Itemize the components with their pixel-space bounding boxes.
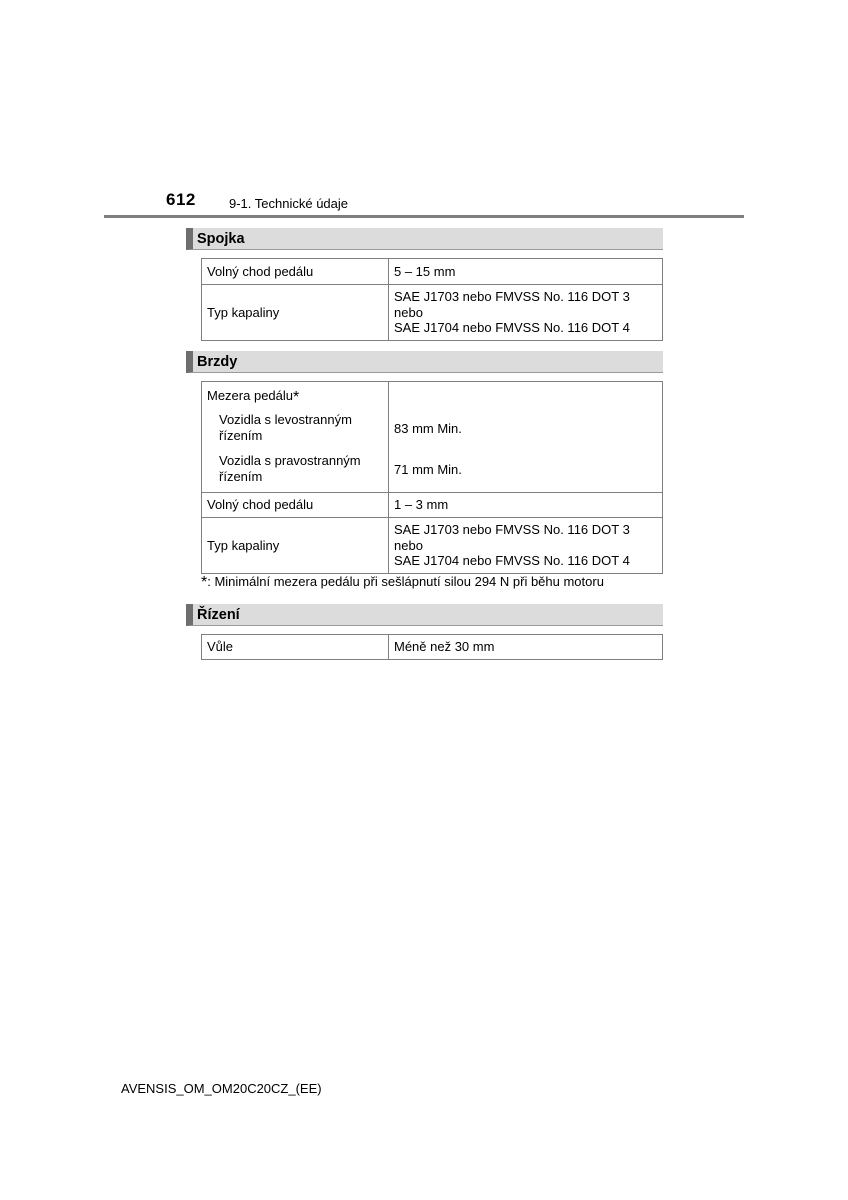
section-title-brakes: Brzdy (186, 351, 663, 373)
row-label: Volný chod pedálu (202, 259, 389, 285)
table-row (202, 285, 663, 341)
lhd-value: 83 mm Min. (394, 421, 462, 436)
footnote-text: : Minimální mezera pedálu při sešlápnutí silou 294 N při běhu motoru (207, 574, 604, 589)
table-row (202, 259, 663, 285)
spacer (394, 384, 657, 406)
brakes-footnote (201, 574, 604, 592)
clutch-spec-table (201, 258, 663, 341)
value-line: SAE J1703 nebo FMVSS No. 116 DOT 3 (394, 522, 630, 538)
value-line: SAE J1704 nebo FMVSS No. 116 DOT 4 (394, 320, 630, 336)
section-title-steering: Řízení (186, 604, 663, 626)
value-line: nebo (394, 304, 423, 320)
pedal-gap-cell (202, 382, 389, 493)
label-line: Vozidla s pravostranným (219, 453, 361, 468)
row-label: Vůle (202, 635, 389, 660)
footnote-marker: * (293, 389, 300, 406)
pedal-gap-label: Mezera pedálu (207, 388, 293, 403)
lhd-label (207, 406, 383, 447)
header-divider (104, 215, 744, 218)
row-label: Volný chod pedálu (202, 493, 389, 518)
row-value: Méně než 30 mm (389, 635, 663, 660)
section-path: 9-1. Technické údaje (229, 196, 349, 211)
row-value (389, 285, 663, 341)
row-label: Typ kapaliny (202, 285, 389, 341)
document-code: AVENSIS_OM_OM20C20CZ_(EE) (121, 1081, 322, 1096)
table-row (202, 493, 663, 518)
rhd-label (207, 447, 383, 488)
pedal-gap-values (389, 382, 663, 493)
value-line: SAE J1703 nebo FMVSS No. 116 DOT 3 (394, 289, 630, 305)
label-line: řízením (219, 468, 263, 484)
footnote-marker: * (201, 574, 208, 591)
page-header (0, 0, 848, 220)
row-label: Typ kapaliny (202, 518, 389, 574)
section-title-clutch: Spojka (186, 228, 663, 250)
value-line: nebo (394, 537, 423, 553)
table-row (202, 518, 663, 574)
table-row (202, 382, 663, 493)
table-row (202, 635, 663, 660)
value-line: SAE J1704 nebo FMVSS No. 116 DOT 4 (394, 553, 630, 569)
label-line: řízením (219, 427, 263, 443)
steering-spec-table (201, 634, 663, 660)
brakes-spec-table (201, 381, 663, 574)
pedal-gap-label-row (207, 384, 383, 406)
label-line: Vozidla s levostranným (219, 412, 352, 427)
rhd-value: 71 mm Min. (394, 462, 462, 477)
row-value: 1 – 3 mm (389, 493, 663, 518)
page-number: 612 (166, 190, 196, 209)
row-value: 5 – 15 mm (389, 259, 663, 285)
row-value (389, 518, 663, 574)
